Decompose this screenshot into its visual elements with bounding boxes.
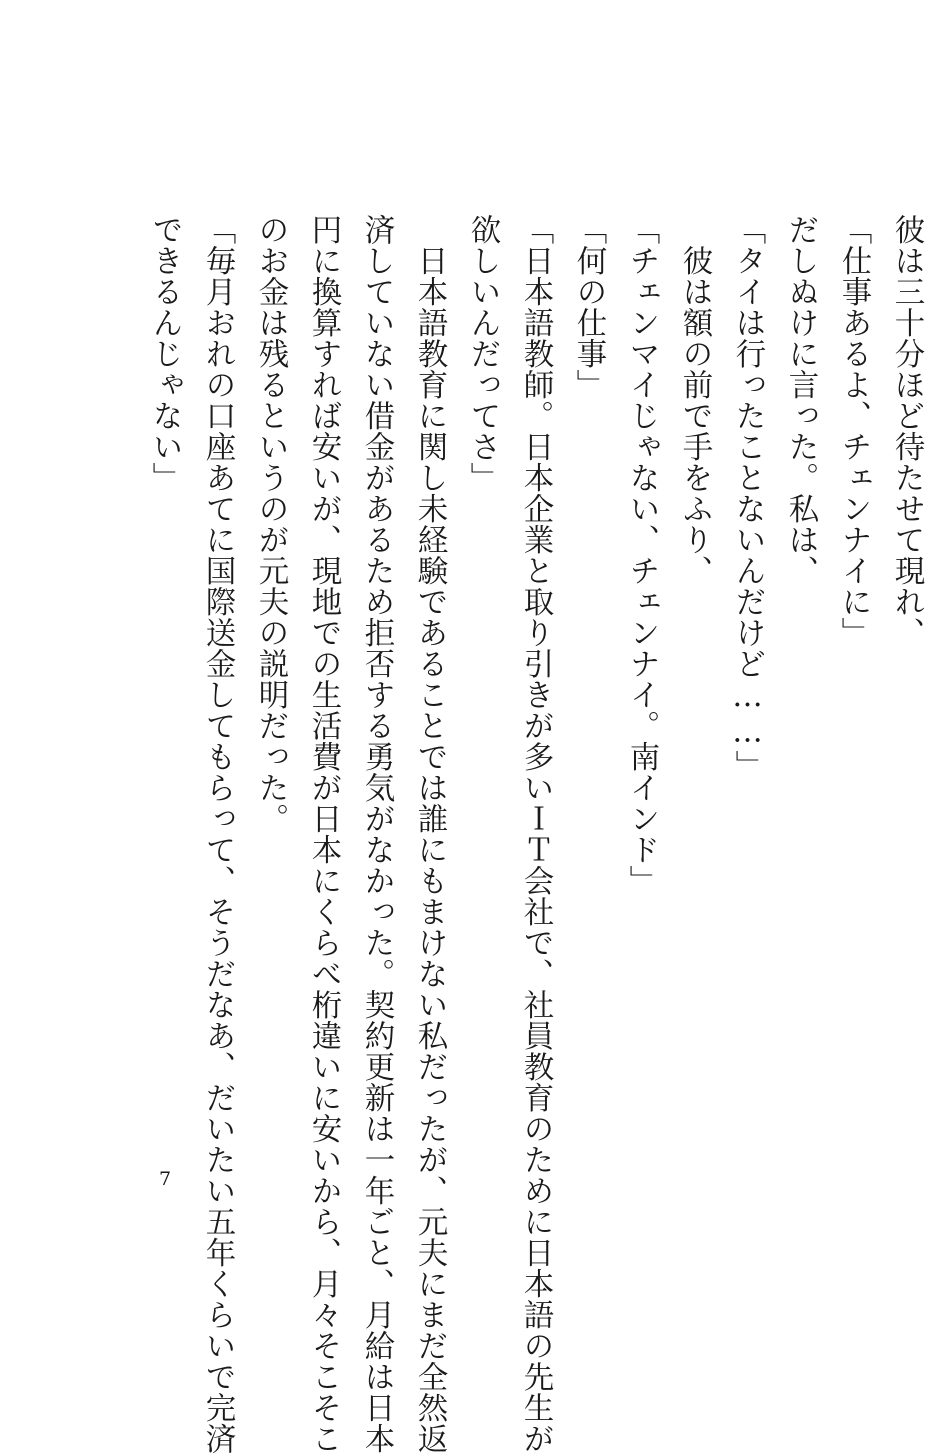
- text-line: 日本語教育に関し未経験であることでは誰にもまけない私だったが、元夫にまだ全然返: [412, 214, 447, 1454]
- text-line: 円に換算すれば安いが、現地での生活費が日本にくらべ桁違いに安いから、月々そこそこ: [306, 214, 341, 1454]
- text-line: 「何の仕事」: [571, 214, 606, 400]
- text-line: 済していない借金があるため拒否する勇気がなかった。契約更新は一年ごと、月給は日本: [359, 214, 394, 1454]
- text-line: できるんじゃない」: [147, 214, 182, 493]
- text-line: 「日本語教師。日本企業と取り引きが多いＩＴ会社で、社員教育のために日本語の先生が: [518, 214, 553, 1454]
- vertical-text-body: [138, 214, 933, 1454]
- text-line: 彼は額の前で手をふり、: [677, 214, 712, 586]
- text-line: 「チェンマイじゃない、チェンナイ。南インド」: [624, 214, 659, 896]
- text-line: だしぬけに言った。私は、: [783, 214, 818, 586]
- page-number: 7: [158, 1168, 172, 1190]
- text-line: 「仕事あるよ、チェンナイに」: [836, 214, 871, 648]
- text-line: 彼は三十分ほど待たせて現れ、: [889, 214, 924, 648]
- text-line: 「毎月おれの口座あてに国際送金してもらって、そうだなあ、だいたい五年くらいで完済: [200, 214, 235, 1454]
- text-line: のお金は残るというのが元夫の説明だった。: [253, 214, 288, 834]
- text-line: 欲しいんだってさ」: [465, 214, 500, 493]
- text-line: 「タイは行ったことないんだけど……」: [730, 214, 765, 781]
